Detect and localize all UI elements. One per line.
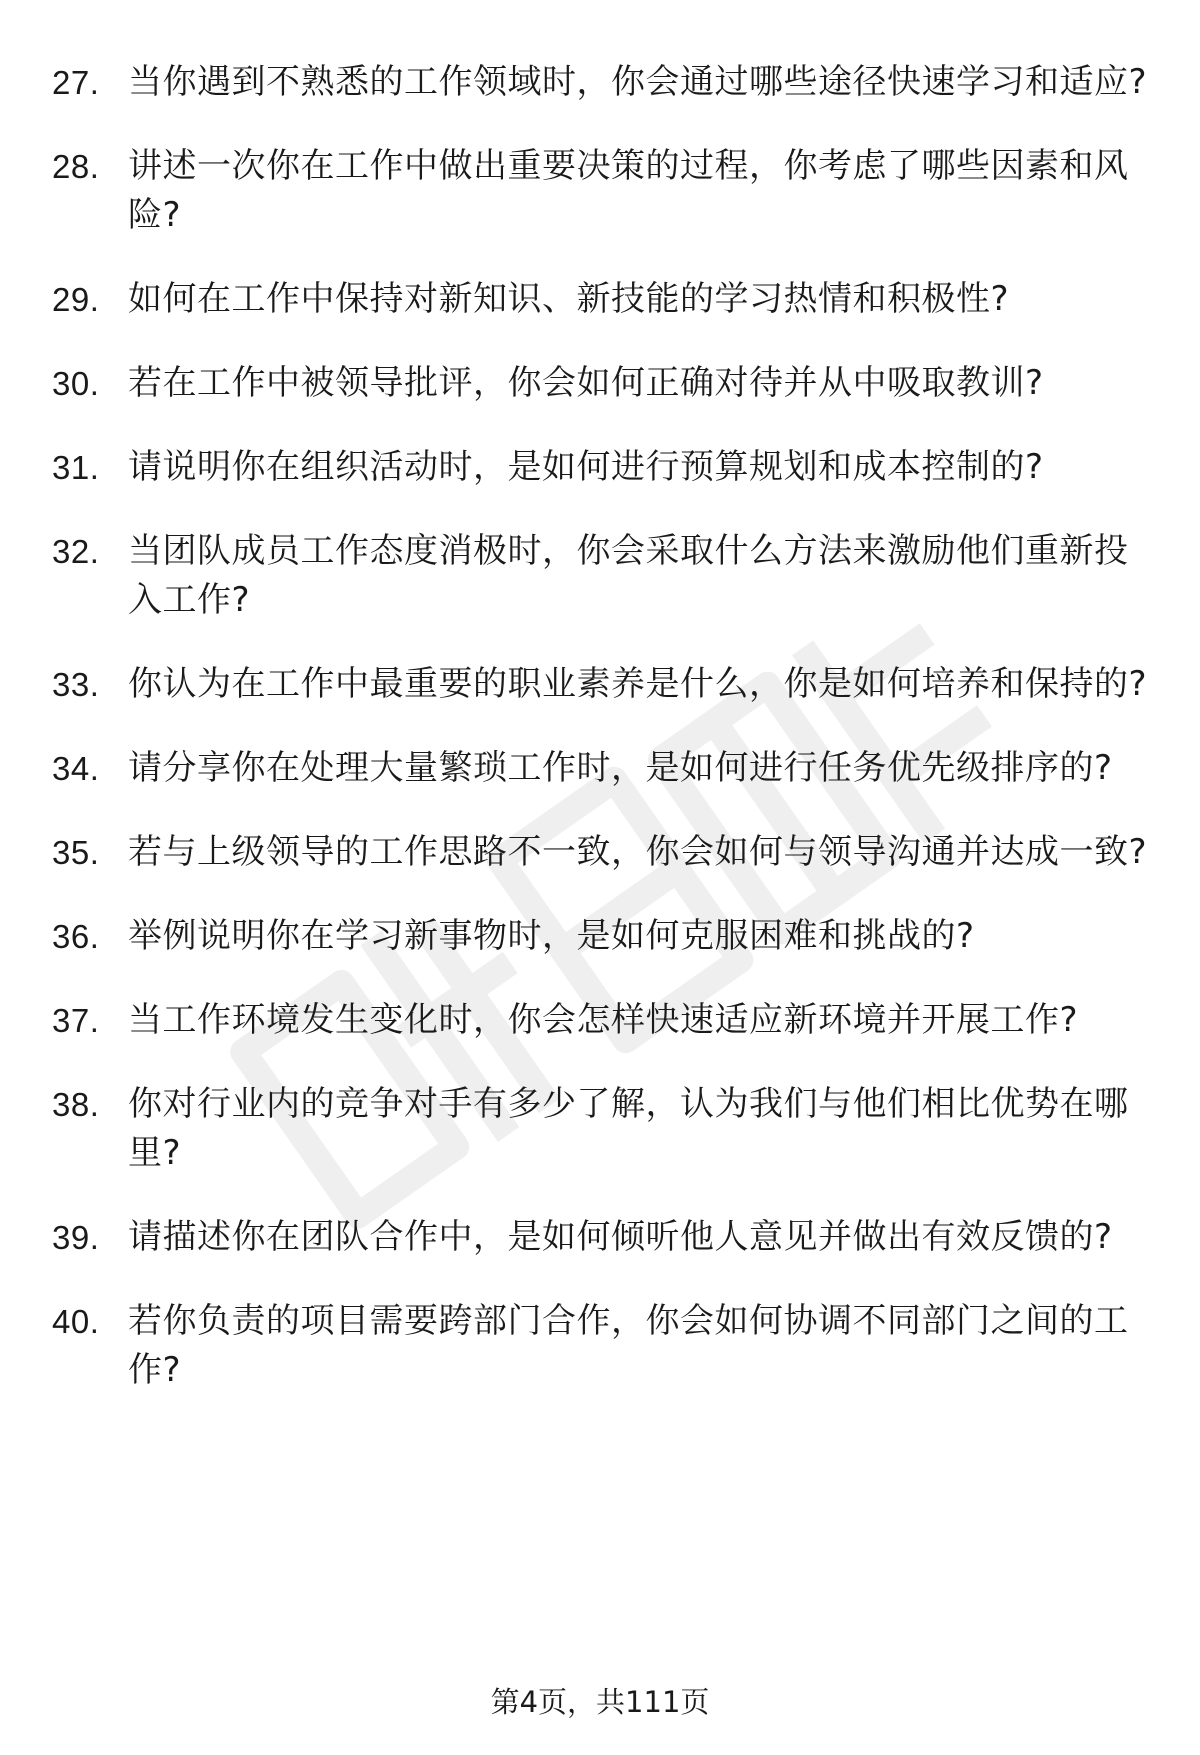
question-text: 当你遇到不熟悉的工作领域时，你会通过哪些途径快速学习和适应? (128, 62, 1148, 102)
question-number: 32. (52, 533, 100, 570)
question-item (52, 142, 1152, 240)
question-number: 37. (52, 1002, 100, 1039)
question-item (52, 275, 1152, 324)
question-list (52, 58, 1152, 1430)
question-item (52, 1080, 1152, 1178)
question-text: 当团队成员工作态度消极时，你会采取什么方法来激励他们重新投入工作? (128, 531, 1129, 620)
question-item (52, 912, 1152, 961)
question-item (52, 828, 1152, 877)
question-item (52, 1297, 1152, 1395)
question-text: 请说明你在组织活动时，是如何进行预算规划和成本控制的? (128, 447, 1044, 487)
question-text: 若与上级领导的工作思路不一致，你会如何与领导沟通并达成一致? (128, 832, 1148, 872)
question-text: 当工作环境发生变化时，你会怎样快速适应新环境并开展工作? (128, 1000, 1079, 1040)
question-text: 讲述一次你在工作中做出重要决策的过程，你考虑了哪些因素和风险? (128, 146, 1129, 235)
question-item (52, 359, 1152, 408)
question-number: 35. (52, 834, 100, 871)
question-text: 若在工作中被领导批评，你会如何正确对待并从中吸取教训? (128, 363, 1044, 403)
question-item (52, 1213, 1152, 1262)
question-number: 34. (52, 750, 100, 787)
question-text: 如何在工作中保持对新知识、新技能的学习热情和积极性? (128, 279, 1010, 319)
question-item (52, 744, 1152, 793)
question-text: 你对行业内的竞争对手有多少了解，认为我们与他们相比优势在哪里? (128, 1084, 1129, 1173)
question-number: 31. (52, 449, 100, 486)
question-number: 40. (52, 1303, 100, 1340)
question-number: 36. (52, 918, 100, 955)
question-text: 若你负责的项目需要跨部门合作，你会如何协调不同部门之间的工作? (128, 1301, 1129, 1390)
question-number: 30. (52, 365, 100, 402)
question-number: 29. (52, 281, 100, 318)
question-text: 你认为在工作中最重要的职业素养是什么，你是如何培养和保持的? (128, 664, 1148, 704)
question-item (52, 58, 1152, 107)
question-number: 33. (52, 666, 100, 703)
question-text: 举例说明你在学习新事物时，是如何克服困难和挑战的? (128, 916, 975, 956)
question-number: 39. (52, 1219, 100, 1256)
question-text: 请描述你在团队合作中，是如何倾听他人意见并做出有效反馈的? (128, 1217, 1113, 1257)
question-item (52, 527, 1152, 625)
question-number: 27. (52, 64, 100, 101)
question-number: 38. (52, 1086, 100, 1123)
question-number: 28. (52, 148, 100, 185)
question-item (52, 660, 1152, 709)
question-text: 请分享你在处理大量繁琐工作时，是如何进行任务优先级排序的? (128, 748, 1113, 788)
page-number-footer: 第4页，共111页 (490, 1685, 710, 1719)
question-item (52, 996, 1152, 1045)
question-item (52, 443, 1152, 492)
